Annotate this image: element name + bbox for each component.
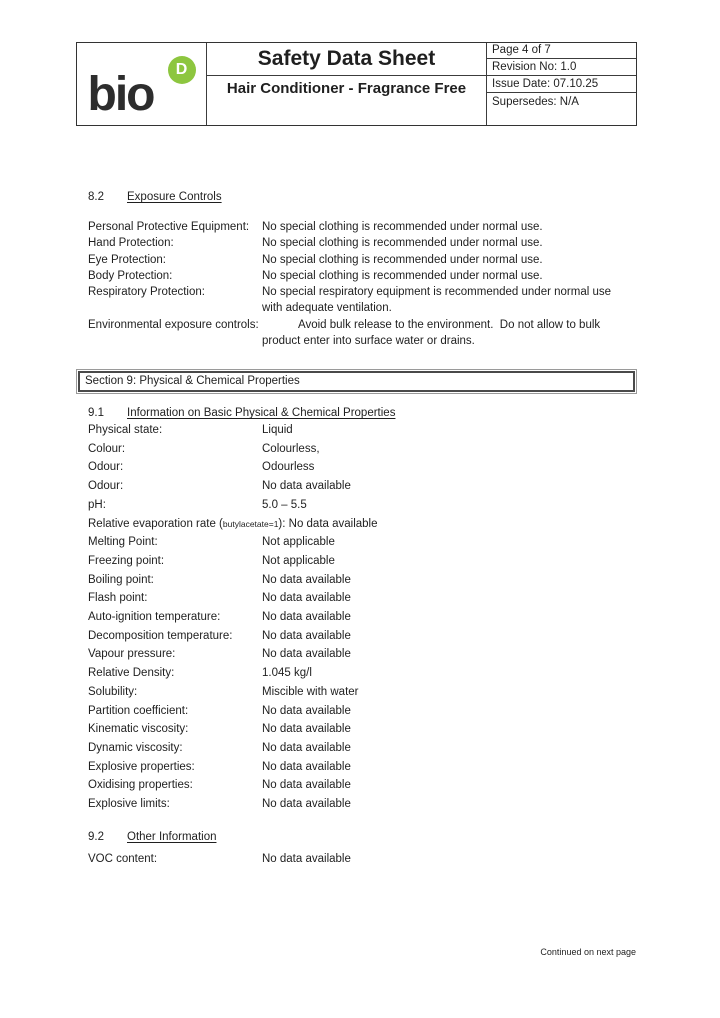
row-value: No data available [262,592,351,605]
kv-row-hand-protection [88,235,615,251]
meta-cell [486,43,636,125]
supersedes: Supersedes: N/A [492,96,579,108]
row-label: Boiling point: [88,573,154,586]
row-value: No data available [262,798,351,811]
issue-date: Issue Date: 07.10.25 [487,76,636,93]
other-information-list [88,850,615,869]
row-label: Dynamic viscosity: [88,741,183,754]
row-label: Kinematic viscosity: [88,723,189,736]
row-value: Liquid [262,424,293,436]
exposure-controls-list [88,219,615,349]
footer-note: Continued on next page [540,947,636,957]
row-label: Eye Protection: [88,253,166,266]
evaporation-prefix: Relative evaporation rate ( [88,517,223,530]
section-9-banner [76,369,637,394]
biod-logo [87,56,196,121]
kv-row-odour-2 [88,477,615,496]
row-label: Solubility: [88,685,138,698]
row-label: Environmental exposure controls: [88,318,259,331]
revision-number: Revision No: 1.0 [487,59,636,76]
doc-title: Safety Data Sheet [207,43,486,76]
row-value: No data available [262,704,351,717]
kv-row-dynamic-viscosity [88,739,615,758]
row-value: No special clothing is recommended under normal use. [262,253,543,266]
section-9-banner-text: Section 9: Physical & Chemical Properties [78,371,635,392]
kv-row-explosive-properties [88,758,615,777]
kv-row-auto-ignition [88,608,615,627]
kv-row-kinematic-viscosity [88,720,615,739]
kv-row-colour [88,440,615,459]
page-number: Page 4 of 7 [487,43,636,59]
section-9-2-number: 9.2 [88,831,104,843]
section-8-2-title: Exposure Controls [127,191,222,203]
row-value: No special clothing is recommended under normal use. [262,237,543,250]
kv-row-odour [88,458,615,477]
row-label: Colour: [88,442,126,455]
kv-row-relative-density [88,664,615,683]
row-label: pH: [88,498,106,511]
kv-row-eye-protection [88,252,615,268]
row-value: No special clothing is recommended under normal use. [262,221,543,233]
kv-row-solubility [88,683,615,702]
row-value: Odourless [262,461,315,474]
logo-text: bio [87,67,154,121]
evaporation-subscript: butylacetate=1 [222,518,279,529]
kv-row-physical-state [88,421,615,440]
kv-row-environmental-controls [88,317,615,350]
row-value: No data available [262,480,351,493]
physical-chemical-properties-list [88,421,615,814]
row-label: Odour: [88,480,124,493]
logo-d-badge: D [168,56,196,84]
kv-row-melting-point [88,533,615,552]
row-value: No special clothing is recommended under normal use. [262,269,543,282]
evaporation-suffix: ): No data available [278,517,378,530]
kv-row-voc-content [88,850,615,869]
row-value: No data available [262,760,351,773]
row-value: No data available [262,741,351,754]
row-label: VOC content: [88,853,158,865]
section-9-1-number: 9.1 [88,407,104,419]
row-value: Miscible with water [262,685,359,698]
product-name: Hair Conditioner - Fragrance Free [226,80,467,97]
kv-row-oxidising-properties [88,776,615,795]
row-label: Vapour pressure: [88,648,176,661]
kv-row-freezing-point [88,552,615,571]
kv-row-body-protection [88,268,615,284]
row-label: Oxidising properties: [88,779,193,792]
kv-row-ph [88,496,615,515]
row-value: Not applicable [262,554,335,567]
row-label: Odour: [88,461,124,474]
row-label: Explosive limits: [88,798,170,811]
title-cell [207,43,486,125]
row-label: Partition coefficient: [88,704,189,717]
section-9-1-heading [88,407,395,419]
section-8-2-number: 8.2 [88,191,104,203]
kv-row-evaporation-rate [88,515,615,534]
section-9-1-title: Information on Basic Physical & Chemical Properties [127,407,396,419]
row-label: Respiratory Protection: [88,286,205,299]
row-label: Flash point: [88,592,148,605]
kv-row-ppe [88,219,615,235]
section-9-2-heading [88,831,216,843]
row-label: Physical state: [88,424,163,436]
kv-row-explosive-limits [88,795,615,814]
row-value: No data available [262,853,351,865]
logo-cell [77,43,207,125]
header-table [76,42,637,126]
row-value: No data available [262,723,351,736]
row-value: No data available [262,648,351,661]
row-value: No data available [262,629,351,642]
section-8-2-heading [88,191,222,203]
row-value: Not applicable [262,536,335,549]
kv-row-flash-point [88,589,615,608]
row-label: Hand Protection: [88,237,174,250]
kv-row-boiling-point [88,571,615,590]
row-value: 5.0 – 5.5 [262,498,307,511]
row-label: Body Protection: [88,269,173,282]
row-label: Decomposition temperature: [88,629,233,642]
row-value: No data available [262,779,351,792]
section-9-2-title: Other Information [127,831,217,843]
row-label: Auto-ignition temperature: [88,611,221,624]
kv-row-vapour-pressure [88,645,615,664]
row-value: No special respiratory equipment is recommended under normal use with adequate ventilation. [262,286,612,315]
row-label: Freezing point: [88,554,165,567]
row-value: Colourless, [262,442,320,455]
row-value: No data available [262,573,351,586]
kv-row-partition-coefficient [88,702,615,721]
row-label: Personal Protective Equipment: [88,221,250,233]
row-value: Avoid bulk release to the environment. Do not allow to bulk product enter into surface water or drains. [262,318,604,348]
row-label: Melting Point: [88,536,158,549]
row-label: Explosive properties: [88,760,195,773]
kv-row-decomposition [88,627,615,646]
kv-row-respiratory-protection [88,284,615,317]
row-value: No data available [262,611,351,624]
row-value: 1.045 kg/l [262,667,312,680]
row-label: Relative Density: [88,667,175,680]
